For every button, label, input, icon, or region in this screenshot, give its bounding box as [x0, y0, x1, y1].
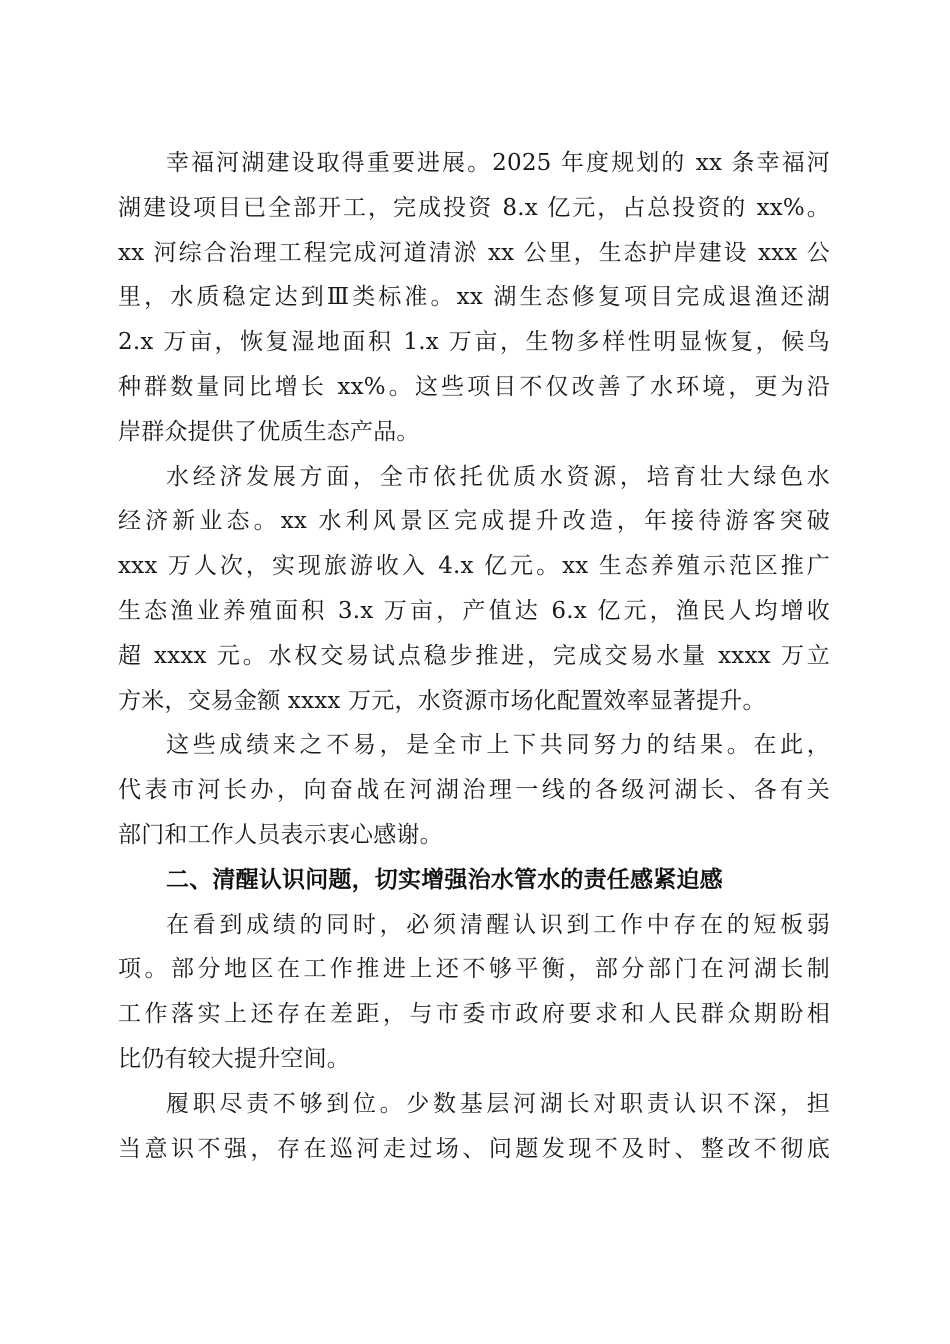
paragraph-line: 履职尽责不够到位。少数基层河湖长对职责认识不深，担 [166, 1090, 830, 1117]
document-body [118, 141, 830, 1171]
paragraph-line: 里，水质稳定达到Ⅲ类标准。xx 湖生态修复项目完成退渔还湖 [118, 284, 830, 311]
paragraph-line: 当意识不强，存在巡河走过场、问题发现不及时、整改不彻底 [118, 1135, 830, 1162]
paragraph-line: 经济新业态。xx 水利风景区完成提升改造，年接待游客突破 [118, 508, 830, 535]
paragraph-river-lake-progress [118, 141, 830, 455]
paragraph-line: 超 xxxx 元。水权交易试点稳步推进，完成交易水量 xxxx 万立 [118, 642, 830, 669]
paragraph-shortcomings [118, 903, 830, 1082]
paragraph-line: 这些成绩来之不易，是全市上下共同努力的结果。在此， [166, 732, 830, 759]
paragraph-line: 岸群众提供了优质生态产品。 [118, 418, 420, 445]
paragraph-line: 幸福河湖建设取得重要进展。2025 年度规划的 xx 条幸福河 [166, 150, 830, 176]
paragraph-line: 代表市河长办，向奋战在河湖治理一线的各级河湖长、各有关 [118, 777, 830, 804]
paragraph-line: 方米，交易金额 xxxx 万元，水资源市场化配置效率显著提升。 [118, 687, 766, 714]
paragraph-line: 种群数量同比增长 xx%。这些项目不仅改善了水环境，更为沿 [118, 373, 830, 400]
paragraph-line: 生态渔业养殖面积 3.x 万亩，产值达 6.x 亿元，渔民人均增收 [118, 597, 830, 624]
paragraph-water-economy [118, 455, 830, 724]
paragraph-line: 项。部分地区在工作推进上还不够平衡，部分部门在河湖长制 [118, 956, 830, 983]
paragraph-line: 湖建设项目已全部开工，完成投资 8.x 亿元，占总投资的 xx%。 [118, 194, 830, 221]
paragraph-line: 在看到成绩的同时，必须清醒认识到工作中存在的短板弱 [166, 911, 830, 938]
paragraph-duty-fulfillment [118, 1082, 830, 1172]
paragraph-line: xxx 万人次，实现旅游收入 4.x 亿元。xx 生态养殖示范区推广 [118, 553, 830, 580]
paragraph-line: 工作落实上还存在差距，与市委市政府要求和人民群众期盼相 [118, 1001, 830, 1028]
section-heading: 二、清醒认识问题，切实增强治水管水的责任感紧迫感 [166, 866, 723, 893]
paragraph-thanks [118, 723, 830, 857]
paragraph-line: 2.x 万亩，恢复湿地面积 1.x 万亩，生物多样性明显恢复，候鸟 [118, 329, 830, 356]
paragraph-line: 水经济发展方面，全市依托优质水资源，培育壮大绿色水 [166, 463, 830, 490]
paragraph-line: xx 河综合治理工程完成河道清淤 xx 公里，生态护岸建设 xxx 公 [118, 239, 830, 266]
paragraph-line: 比仍有较大提升空间。 [118, 1045, 350, 1072]
paragraph-line: 部门和工作人员表示衷心感谢。 [118, 821, 443, 848]
